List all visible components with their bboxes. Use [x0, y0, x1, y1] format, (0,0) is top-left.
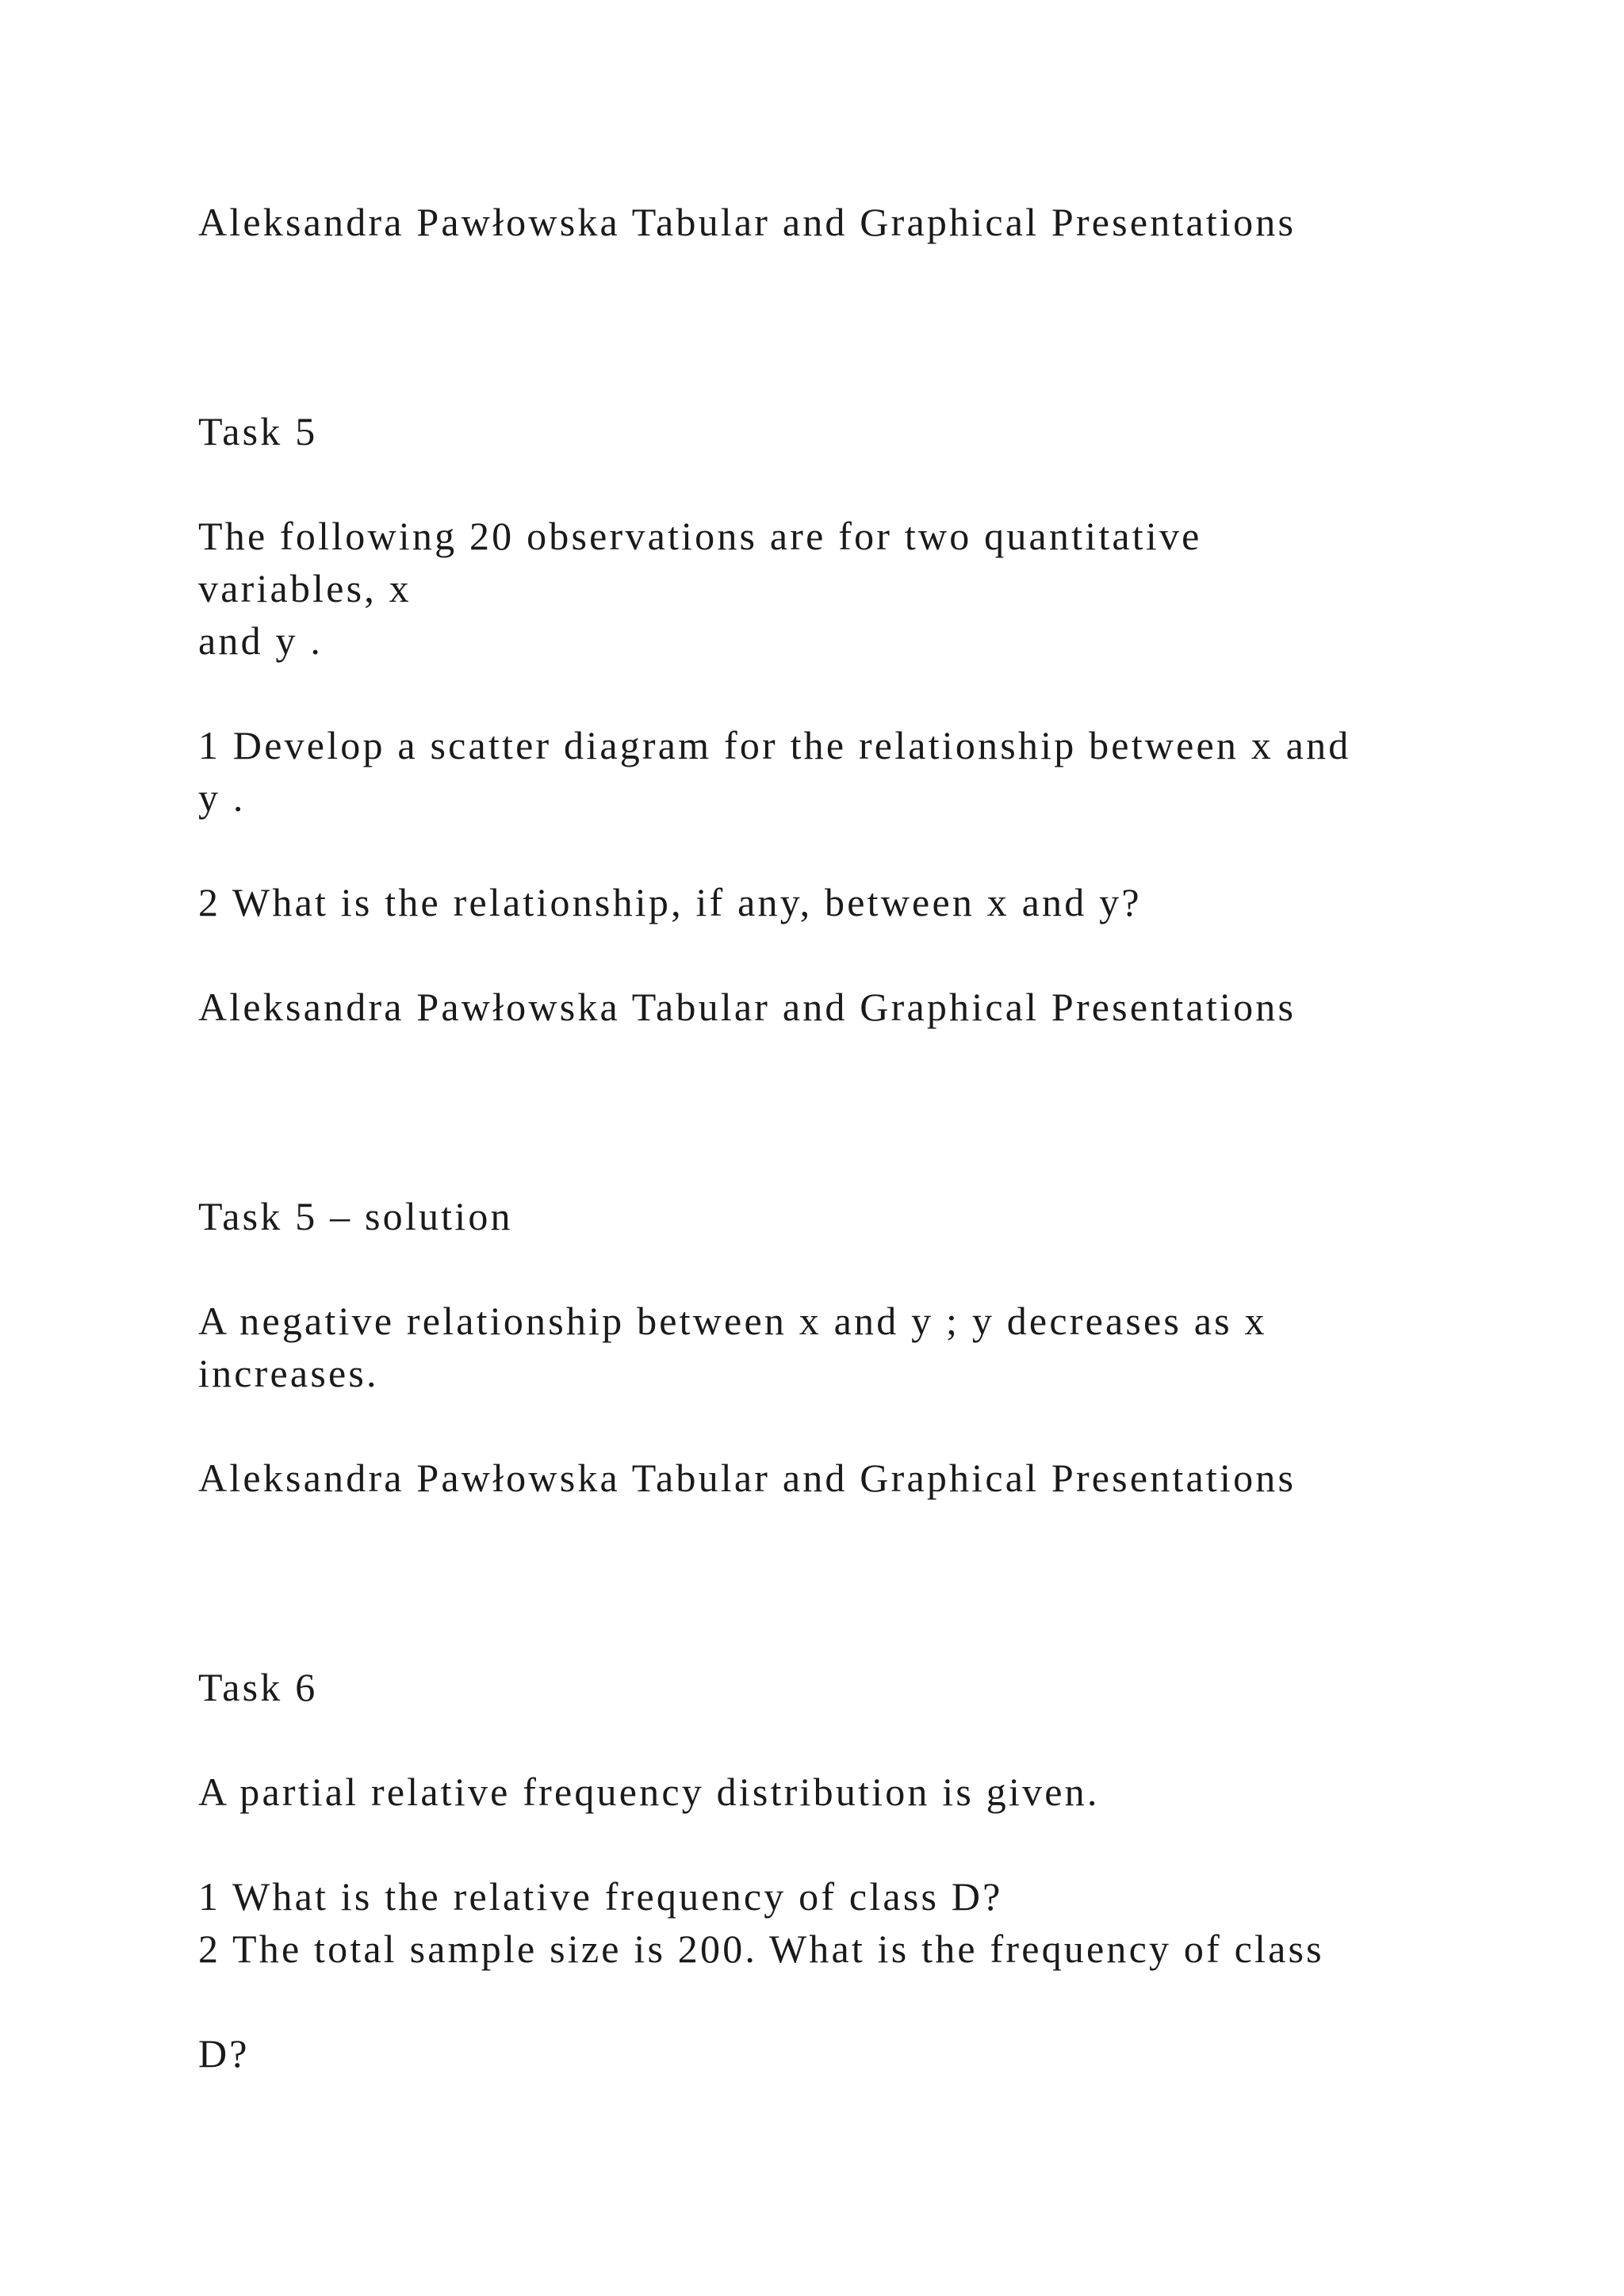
task-5-question-1-line-2: y . — [198, 775, 246, 820]
task-5-text-line-2: variables, x — [198, 566, 412, 610]
task-5-solution-heading: Task 5 – solution — [198, 1194, 513, 1238]
task-6-text: A partial relative frequency distribution is given. — [198, 1770, 1100, 1814]
task-6-question-2-line-2: D? — [198, 2031, 250, 2076]
task-5-question-1-line-1: 1 Develop a scatter diagram for the relationship between x and — [198, 723, 1351, 767]
task-5-heading: Task 5 — [198, 409, 318, 453]
task-6-heading: Task 6 — [198, 1665, 318, 1709]
header-line-1: Aleksandra Pawłowska Tabular and Graphical Presentations — [198, 200, 1297, 244]
header-line-2: Aleksandra Pawłowska Tabular and Graphical Presentations — [198, 985, 1297, 1029]
task-5-solution-line-1: A negative relationship between x and y ; y decreases as x — [198, 1299, 1267, 1343]
task-5-text-line-1: The following 20 observations are for two quantitative — [198, 514, 1202, 558]
header-line-3: Aleksandra Pawłowska Tabular and Graphical Presentations — [198, 1456, 1297, 1500]
task-5-text-line-3: and y . — [198, 618, 324, 663]
task-6-question-2-line-1: 2 The total sample size is 200. What is the frequency of class — [198, 1927, 1324, 1971]
task-6-question-1: 1 What is the relative frequency of class D? — [198, 1874, 1003, 1919]
task-5-question-2: 2 What is the relationship, if any, between x and y? — [198, 880, 1142, 924]
task-5-solution-line-2: increases. — [198, 1351, 379, 1395]
